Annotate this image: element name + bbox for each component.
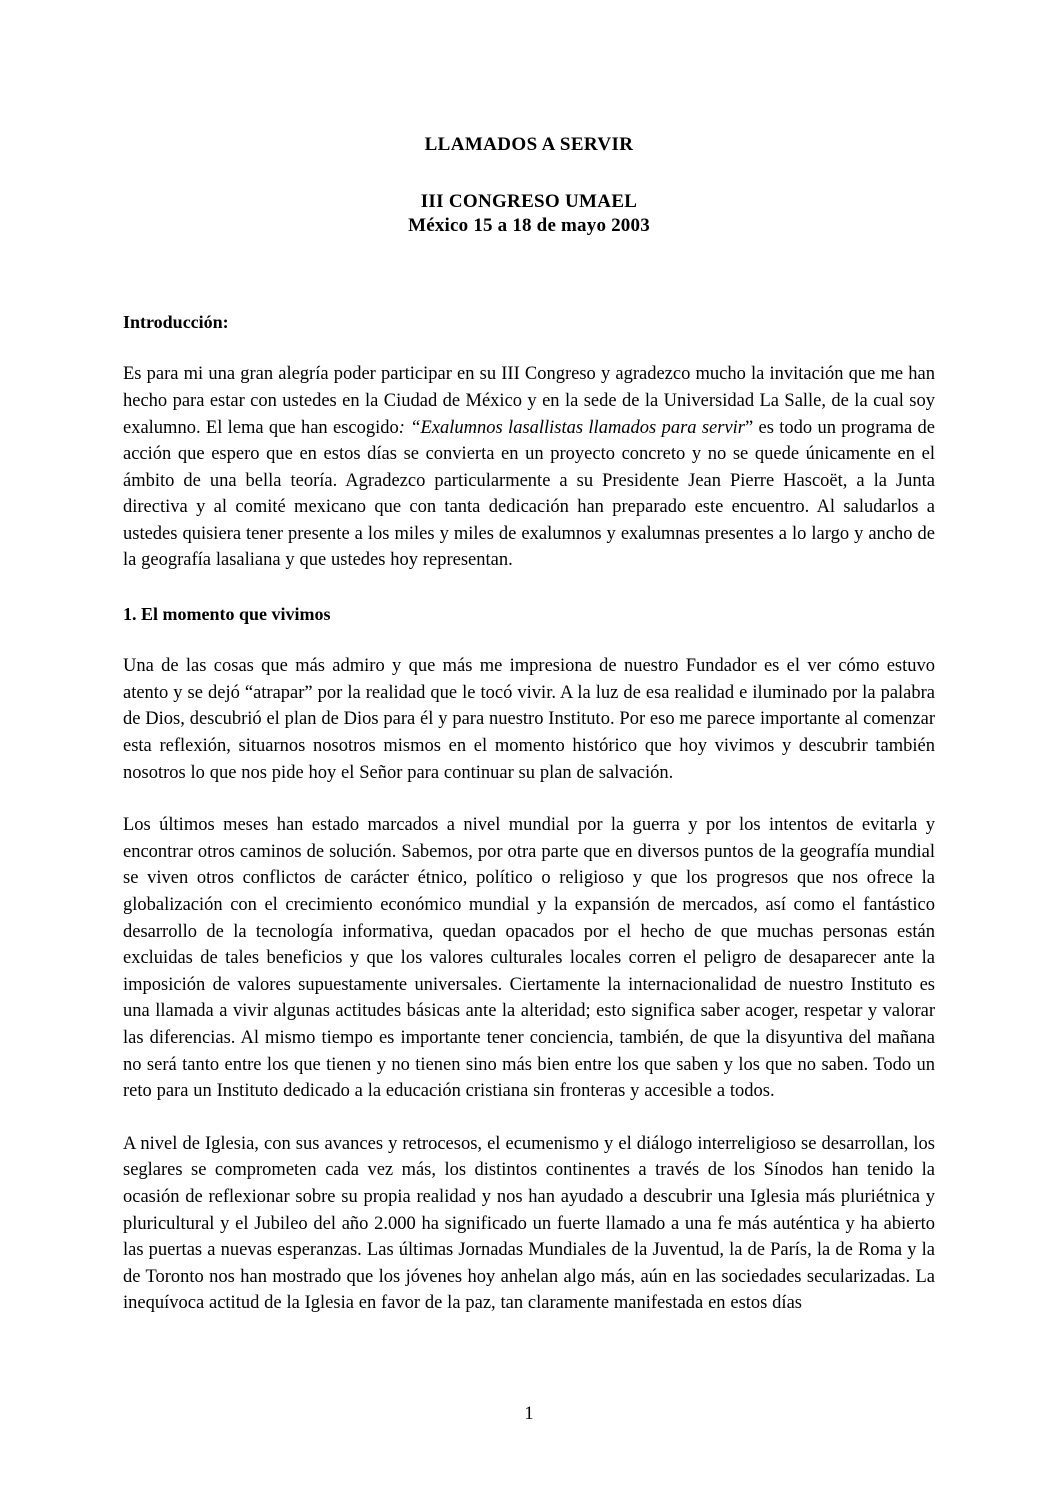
- paragraph-momento-3: A nivel de Iglesia, con sus avances y retrocesos, el ecumenismo y el diálogo interreligioso se desarrollan, los seglares se comprometen cada vez más, los distintos continentes a través de los Sínodos han tenido la ocasión de reflexionar sobre su propia realidad y nos han ayudado a descubrir una Iglesia más pluriétnica y pluricultural y el Jubileo del año 2.000 ha significado un fuerte llamado a una fe más auténtica y ha abierto las puertas a nuevas esperanzas. Las últimas Jornadas Mundiales de la Juventud, la de París, la de Roma y la de Toronto nos han mostrado que los jóvenes hoy anhelan algo más, aún en las sociedades secularizadas. La inequívoca actitud de la Iglesia en favor de la paz, tan claramente manifestada en estos días: [123, 1133, 935, 1314]
- paragraph-motto-close-quote: ”: [745, 417, 754, 438]
- paragraph-italic-colon: :: [398, 417, 411, 438]
- section-heading-introduccion: Introducción:: [123, 312, 229, 333]
- paragraph-text-part-b: es todo un programa de acción que espero que en estos días se convierta en un proyecto concreto y no se quede únicamente en el ámbito de una bella teoría. Agradezco particularmente a su Presidente Jean Pierre Hascoët, a la Junta directiva y al comité mexicano que con tanta dedicación han preparado este encuentro. Al saludarlos a ustedes quisiera tener presente a los miles y miles de exalumnos y exalumnas presentes a lo largo y ancho de la geografía lasaliana y que ustedes hoy representan.: [123, 417, 935, 571]
- document-content: [123, 0, 935, 1317]
- section-heading-el-momento-que-vivimos: 1. El momento que vivimos: [123, 604, 331, 625]
- congress-title: III CONGRESO UMAEL: [420, 190, 638, 212]
- paragraph-introduccion-1: [123, 335, 935, 574]
- paragraph-momento-2: Los últimos meses han estado marcados a nivel mundial por la guerra y por los intentos de evitarla y encontrar otros caminos de solución. Sabemos, por otra parte que en diversos puntos de la geografía mundial se viven otros conflictos de carácter étnico, político o religioso y que los progresos que nos ofrece la globalización con el crecimiento económico mundial y la expansión de mercados, así como el fantástico desarrollo de la tecnología informativa, quedan opacados por el hecho de que muchas personas están excluidas de tales beneficios y que los valores culturales locales corren el peligro de desaparecer ante la imposición de valores supuestamente universales. Ciertamente la internacionalidad de nuestro Instituto es una llamada a vivir algunas actitudes básicas ante la alteridad; esto significa saber acoger, respetar y valorar las diferencias. Al mismo tiempo es importante tener conciencia, también, de que la disyuntiva del mañana no será tanto entre los que tienen y no tienen sino más bien entre los que saben y los que no saben. Todo un reto para un Instituto dedicado a la educación cristiana sin fronteras y accesible a todos.: [123, 815, 935, 1102]
- page-title: LLAMADOS A SERVIR: [424, 134, 634, 155]
- paragraph-momento-1: Una de las cosas que más admiro y que más me impresiona de nuestro Fundador es el ver cómo estuvo atento y se dejó “atrapar” por la realidad que le tocó vivir. A la luz de esa realidad e iluminado por la palabra de Dios, descubrió el plan de Dios para él y para nuestro Instituto. Por eso me parece importante al comenzar esta reflexión, situarnos nosotros mismos en el momento histórico que hoy vivimos y descubrir también nosotros lo que nos pide hoy el Señor para continuar su plan de salvación.: [123, 656, 935, 783]
- congress-date: México 15 a 18 de mayo 2003: [408, 215, 650, 237]
- paragraph-text-part-a: Es para mi una gran alegría poder participar en su III Congreso y agradezco mucho la invitación que me han hecho para estar con ustedes en la Ciudad de México y en la sede de la Universidad La Salle, de la cual soy exalumno. El lema que han escogido: [123, 364, 935, 438]
- paragraph-motto-quote: “Exalumnos lasallistas llamados para servir: [410, 417, 746, 438]
- congress-header: [123, 157, 935, 239]
- page-number: 1: [524, 1404, 534, 1424]
